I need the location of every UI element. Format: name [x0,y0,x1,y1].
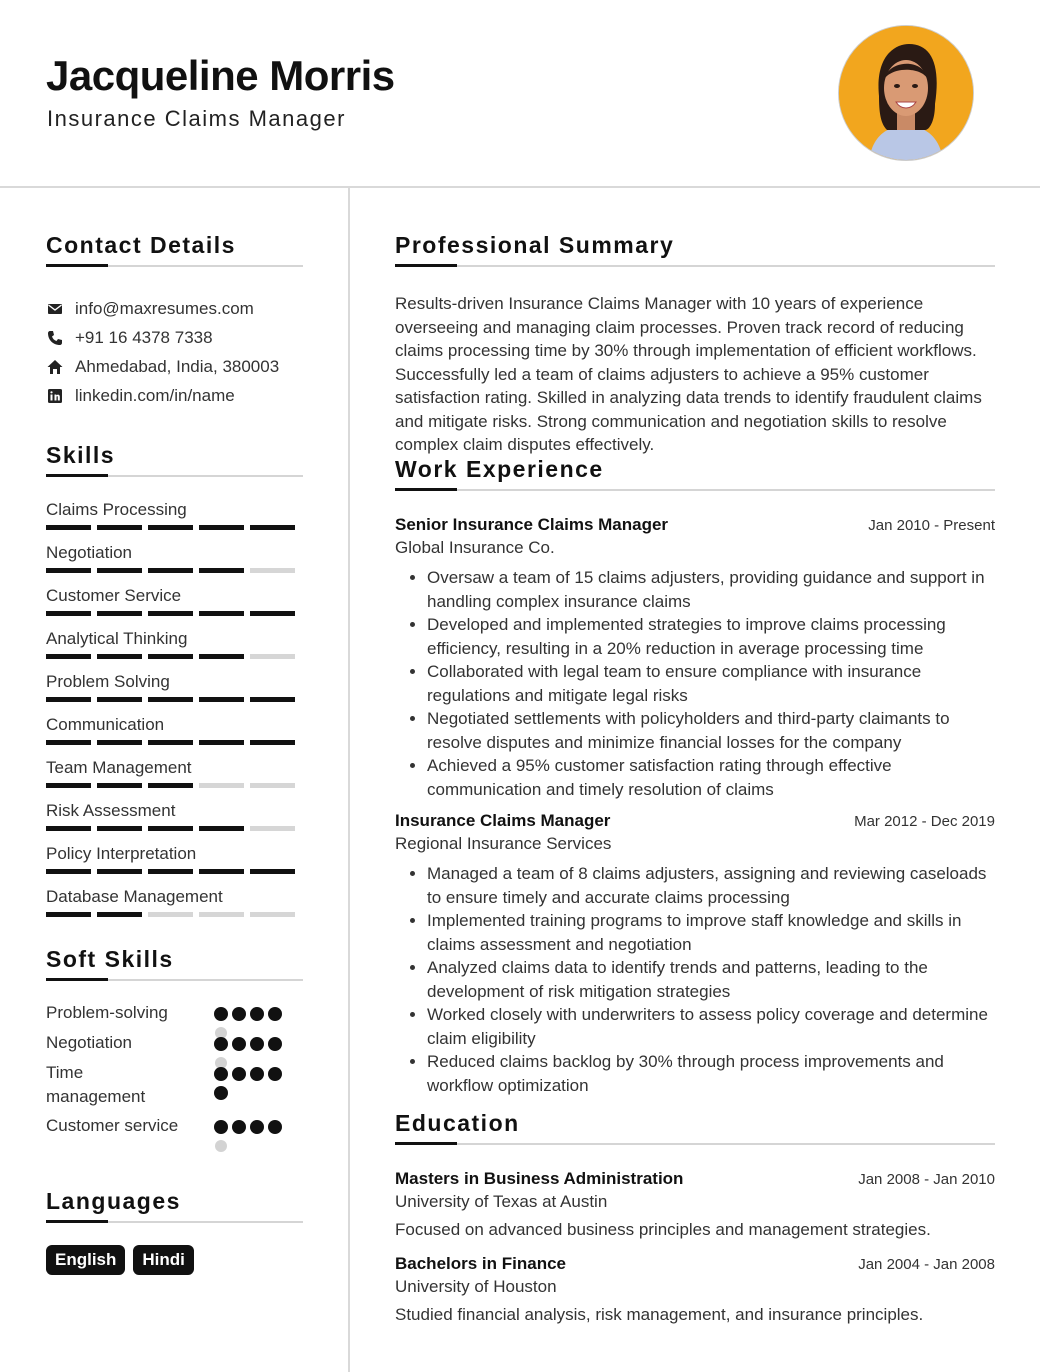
job-date: Jan 2010 - Present [868,517,995,534]
education-date: Jan 2004 - Jan 2008 [858,1256,995,1273]
section-underline [46,265,303,267]
degree-title: Masters in Business Administration [395,1169,684,1188]
skill-bar-filled [199,654,244,659]
skill-bar-filled [97,783,142,788]
skill-bar-filled [97,568,142,573]
language-pill: Hindi [133,1245,194,1275]
contact-address [46,352,303,381]
skill-level-bars [46,697,295,702]
skill-bar-filled [148,525,193,530]
linkedin-icon [46,387,64,405]
language-pills [46,1245,303,1275]
skill-item [46,499,303,542]
skill-level-bars [46,783,295,788]
contact-heading: Contact Details [46,232,236,258]
rating-dot-filled [214,1086,228,1100]
job-bullet: • Managed a team of 8 claims adjusters, assigning and reviewing caseloads to ensure timely and accurate claims processing [427,862,995,909]
skill-bar-empty [199,912,244,917]
rating-dot-filled [214,1007,228,1021]
skills-heading: Skills [46,442,116,468]
skill-bar-empty [199,783,244,788]
rating-dot-filled [232,1007,246,1021]
soft-skill-item [46,1031,303,1061]
rating-dot-filled [214,1067,228,1081]
job-entry [395,515,995,801]
skill-bar-filled [46,611,91,616]
skill-level-bars [46,826,295,831]
soft-skill-item [46,1001,303,1031]
skill-bar-empty [250,654,295,659]
skill-bar-filled [46,525,91,530]
soft-skill-rating-dots [214,1067,290,1100]
skill-bar-filled [199,740,244,745]
job-title: Insurance Claims Manager [395,811,611,830]
skill-bar-filled [97,525,142,530]
skill-bar-filled [97,869,142,874]
rating-dot-filled [250,1037,264,1051]
contact-section [46,232,303,410]
job-bullet: • Collaborated with legal team to ensure compliance with insurance regulations and mitigate legal risks [427,660,995,707]
skill-bar-filled [250,525,295,530]
contact-email-text: info@maxresumes.com [75,298,254,318]
rating-dot-filled [250,1007,264,1021]
soft-skill-label: Customer service [46,1116,179,1135]
rating-dot-filled [232,1037,246,1051]
soft-skills-heading: Soft Skills [46,946,174,972]
skill-bar-empty [250,826,295,831]
skill-label: Claims Processing [46,500,187,519]
school-name: University of Texas at Austin [395,1192,608,1211]
section-underline [46,979,303,981]
rating-dot-filled [214,1037,228,1051]
skill-bar-filled [97,912,142,917]
soft-skill-item [46,1061,303,1114]
skill-bar-filled [46,740,91,745]
degree-title: Bachelors in Finance [395,1254,566,1273]
skill-label: Negotiation [46,543,133,562]
job-bullets [395,862,995,1097]
envelope-icon [46,300,64,318]
rating-dot-filled [232,1067,246,1081]
soft-skill-label: Time management [46,1063,146,1106]
section-underline [395,489,995,491]
job-company: Global Insurance Co. [395,538,555,557]
skill-label: Policy Interpretation [46,844,197,863]
skill-bar-filled [199,697,244,702]
school-name: University of Houston [395,1277,557,1296]
job-title: Senior Insurance Claims Manager [395,515,669,534]
skill-item [46,542,303,585]
education-entry [395,1254,995,1325]
education-entry [395,1169,995,1240]
soft-skill-item [46,1114,303,1162]
job-bullet: • Oversaw a team of 15 claims adjusters, providing guidance and support in handling complex insurance claims [427,566,995,613]
skill-item [46,757,303,800]
skill-label: Problem Solving [46,672,170,691]
language-pill: English [46,1245,125,1275]
skill-bar-filled [97,826,142,831]
job-bullet: • Developed and implemented strategies to improve claims processing efficiency, resulting in a 20% reduction in average processing time [427,613,995,660]
education-section [395,1110,995,1325]
skill-bar-filled [46,826,91,831]
job-bullets [395,566,995,801]
soft-skills-list [46,1001,303,1162]
skills-list [46,499,303,929]
skill-bar-filled [97,654,142,659]
skill-bar-empty [250,568,295,573]
contact-linkedin[interactable] [46,381,303,410]
skill-bar-filled [46,654,91,659]
skill-level-bars [46,568,295,573]
skill-bar-filled [46,869,91,874]
contact-phone[interactable] [46,323,303,352]
skill-bar-empty [250,783,295,788]
section-underline [395,1143,995,1145]
skill-bar-empty [148,912,193,917]
job-bullet: • Negotiated settlements with policyholders and third-party claimants to resolve disputes and minimize financial losses for the company [427,707,995,754]
skill-label: Customer Service [46,586,182,605]
rating-dot-filled [268,1007,282,1021]
summary-text: Results-driven Insurance Claims Manager with 10 years of experience overseeing and managing claim processes. Proven track record of reducing claims processing time by 30% through implementation of efficient workflows. Successfully led a team of claims adjusters to achieve a 95% customer satisfaction rating. Skilled in analyzing data trends to identify fraudulent claims and mitigate risks. Strong communication and negotiation skills to resolve complex claim disputes effectively. [395,294,982,454]
soft-skill-label: Negotiation [46,1033,133,1052]
rating-dot-filled [214,1120,228,1134]
rating-dot-filled [268,1067,282,1081]
skill-bar-filled [199,568,244,573]
soft-skill-label: Problem-solving [46,1003,168,1022]
skill-bar-filled [250,697,295,702]
skill-bar-filled [199,525,244,530]
skills-section [46,442,303,929]
skill-bar-filled [250,869,295,874]
section-underline [395,265,995,267]
contact-phone-text: +91 16 4378 7338 [75,327,213,347]
job-bullet: • Achieved a 95% customer satisfaction rating through effective communication and timely resolution of claims [427,754,995,801]
skill-label: Analytical Thinking [46,629,188,648]
skill-bar-empty [250,912,295,917]
skill-bar-filled [148,611,193,616]
skill-bar-filled [97,697,142,702]
education-heading: Education [395,1110,520,1136]
skill-item [46,628,303,671]
skill-item [46,585,303,628]
skill-bar-filled [148,740,193,745]
education-description: Focused on advanced business principles and management strategies. [395,1220,931,1239]
skill-bar-filled [199,611,244,616]
job-company: Regional Insurance Services [395,834,612,853]
job-bullet: • Analyzed claims data to identify trends and patterns, leading to the development of risk mitigation strategies [427,956,995,1003]
languages-heading: Languages [46,1188,181,1214]
contact-email[interactable] [46,294,303,323]
experience-heading: Work Experience [395,456,604,482]
home-icon [46,358,64,376]
job-entry [395,811,995,1097]
skill-level-bars [46,525,295,530]
column-divider [348,188,350,1372]
rating-dot-filled [268,1120,282,1134]
skill-label: Risk Assessment [46,801,176,820]
job-bullet: • Reduced claims backlog by 30% through process improvements and workflow optimization [427,1050,995,1097]
skill-item [46,800,303,843]
skill-bar-filled [148,826,193,831]
soft-skills-section [46,946,303,1162]
soft-skill-rating-dots [214,1120,290,1153]
skill-bar-filled [97,611,142,616]
skill-item [46,886,303,929]
skill-bar-filled [199,869,244,874]
skill-bar-filled [97,740,142,745]
skill-bar-filled [148,783,193,788]
rating-dot-filled [250,1067,264,1081]
experience-section [395,456,995,1097]
skill-item [46,843,303,886]
skill-item [46,714,303,757]
skill-label: Communication [46,715,165,734]
section-underline [46,1221,303,1223]
skill-bar-filled [46,783,91,788]
skill-level-bars [46,654,295,659]
skill-bar-filled [46,697,91,702]
section-underline [46,475,303,477]
skill-level-bars [46,869,295,874]
contact-address-text: Ahmedabad, India, 380003 [75,356,280,376]
resume-header [0,0,1040,188]
skill-bar-filled [148,869,193,874]
skill-item [46,671,303,714]
rating-dot-filled [268,1037,282,1051]
summary-section [395,232,995,457]
education-description: Studied financial analysis, risk management, and insurance principles. [395,1305,924,1324]
skill-level-bars [46,740,295,745]
contact-linkedin-text: linkedin.com/in/name [75,385,235,405]
skill-level-bars [46,912,295,917]
profile-photo [838,25,974,161]
skill-bar-filled [46,912,91,917]
skill-label: Database Management [46,887,223,906]
skill-bar-filled [148,697,193,702]
education-date: Jan 2008 - Jan 2010 [858,1171,995,1188]
portrait-illustration [839,26,973,160]
rating-dot-filled [232,1120,246,1134]
rating-dot-filled [250,1120,264,1134]
summary-heading: Professional Summary [395,232,675,258]
skill-label: Team Management [46,758,192,777]
candidate-name: Jacqueline Morris [46,52,395,99]
rating-dot-empty [215,1140,227,1152]
skill-bar-filled [250,740,295,745]
skill-bar-filled [46,568,91,573]
phone-icon [46,329,64,347]
job-bullet: • Worked closely with underwriters to assess policy coverage and determine claim eligibility [427,1003,995,1050]
skill-level-bars [46,611,295,616]
skill-bar-filled [148,568,193,573]
candidate-title: Insurance Claims Manager [47,106,346,131]
skill-bar-filled [199,826,244,831]
job-date: Mar 2012 - Dec 2019 [854,813,995,830]
languages-section [46,1188,303,1275]
skill-bar-filled [148,654,193,659]
job-bullet: • Implemented training programs to improve staff knowledge and skills in claims assessment and negotiation [427,909,995,956]
skill-bar-filled [250,611,295,616]
